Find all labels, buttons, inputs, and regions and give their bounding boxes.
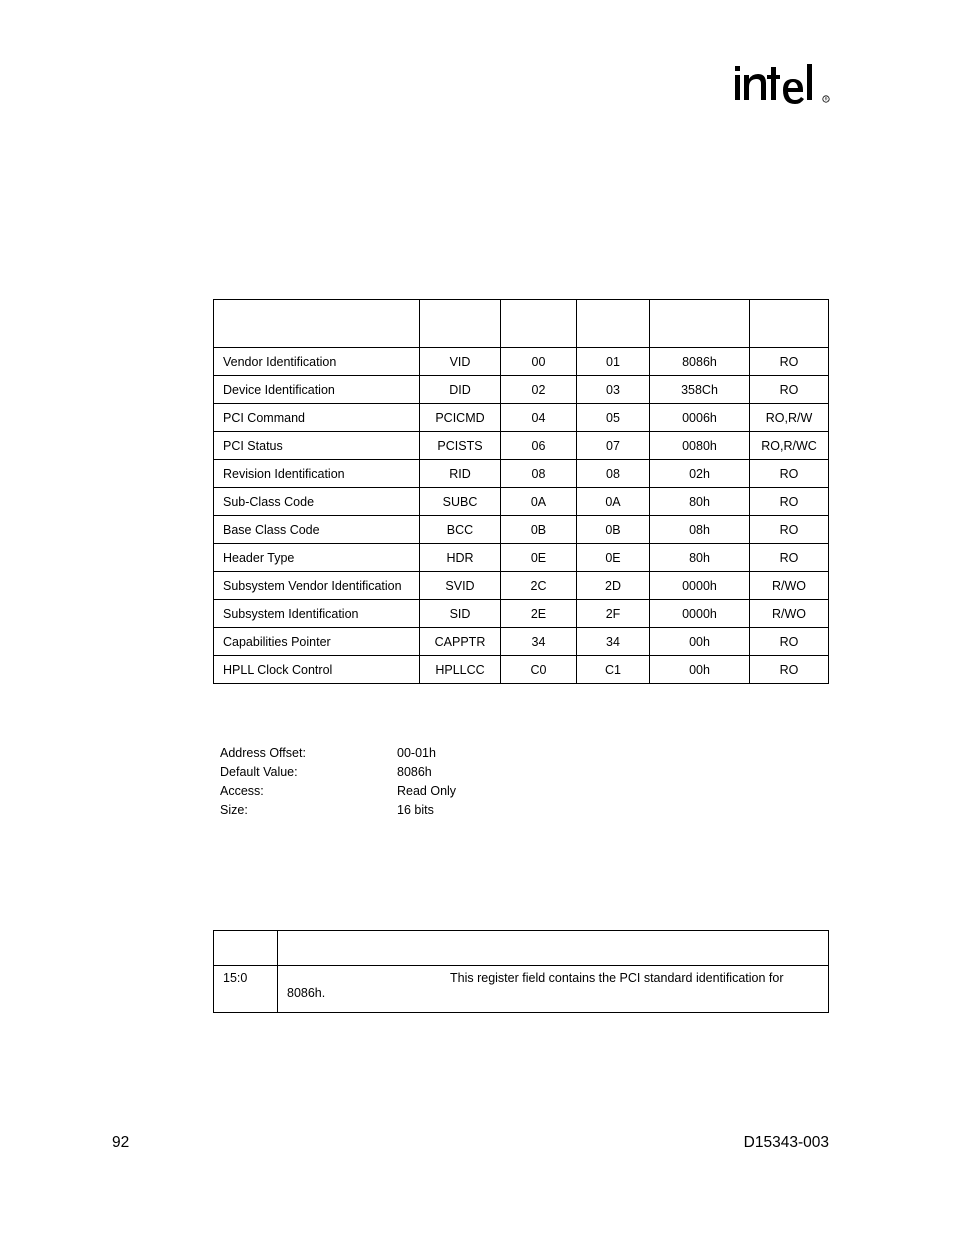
cell-access: RO	[750, 656, 829, 684]
cell-mnemonic: HDR	[420, 544, 501, 572]
cell-access: RO	[750, 516, 829, 544]
attribute-row	[220, 746, 456, 765]
cell-default: 02h	[650, 460, 750, 488]
table-row	[214, 432, 829, 460]
cell-end: 0B	[577, 516, 650, 544]
cell-access: RO,R/W	[750, 404, 829, 432]
attribute-label: Address Offset:	[220, 746, 306, 760]
cell-mnemonic: PCICMD	[420, 404, 501, 432]
intel-logo-icon	[733, 58, 833, 118]
cell-default: 0000h	[650, 600, 750, 628]
cell-access: RO	[750, 488, 829, 516]
column-header	[420, 300, 501, 348]
table-row	[214, 460, 829, 488]
cell-end: 34	[577, 628, 650, 656]
cell-start: 2E	[501, 600, 577, 628]
cell-end: 07	[577, 432, 650, 460]
column-header	[577, 300, 650, 348]
cell-default: 80h	[650, 544, 750, 572]
cell-name: PCI Status	[214, 432, 420, 460]
cell-access: RO	[750, 460, 829, 488]
cell-name: PCI Command	[214, 404, 420, 432]
cell-default: 00h	[650, 656, 750, 684]
table-row	[214, 600, 829, 628]
register-table	[213, 299, 829, 684]
cell-start: 08	[501, 460, 577, 488]
table-row	[214, 572, 829, 600]
cell-name: Device Identification	[214, 376, 420, 404]
cell-end: 0A	[577, 488, 650, 516]
table-header-row	[214, 300, 829, 348]
cell-mnemonic: SVID	[420, 572, 501, 600]
cell-end: 03	[577, 376, 650, 404]
cell-default: 0000h	[650, 572, 750, 600]
column-header	[214, 300, 420, 348]
cell-start: 0B	[501, 516, 577, 544]
cell-start: C0	[501, 656, 577, 684]
cell-mnemonic: SID	[420, 600, 501, 628]
cell-end: 05	[577, 404, 650, 432]
bit-description-table	[213, 930, 829, 1013]
cell-name: Header Type	[214, 544, 420, 572]
cell-end: 0E	[577, 544, 650, 572]
table-row	[214, 656, 829, 684]
cell-end: 08	[577, 460, 650, 488]
cell-default: 80h	[650, 488, 750, 516]
attribute-row	[220, 784, 456, 803]
attribute-label: Default Value:	[220, 765, 298, 779]
svg-text:R: R	[824, 96, 828, 102]
cell-bits: 15:0	[214, 966, 278, 1013]
table-row	[214, 966, 829, 1013]
cell-access: RO	[750, 348, 829, 376]
attribute-row	[220, 803, 456, 822]
cell-start: 06	[501, 432, 577, 460]
table-row	[214, 376, 829, 404]
cell-name: Vendor Identification	[214, 348, 420, 376]
table-row	[214, 516, 829, 544]
cell-access: RO	[750, 544, 829, 572]
cell-default: 00h	[650, 628, 750, 656]
cell-mnemonic: VID	[420, 348, 501, 376]
cell-start: 00	[501, 348, 577, 376]
cell-mnemonic: DID	[420, 376, 501, 404]
cell-start: 04	[501, 404, 577, 432]
cell-mnemonic: HPLLCC	[420, 656, 501, 684]
cell-access: R/WO	[750, 572, 829, 600]
cell-end: C1	[577, 656, 650, 684]
cell-end: 2F	[577, 600, 650, 628]
column-header	[278, 931, 829, 966]
attribute-label: Access:	[220, 784, 264, 798]
cell-default: 0006h	[650, 404, 750, 432]
cell-mnemonic: PCISTS	[420, 432, 501, 460]
description-text: This register field contains the PCI standard identification for 8086h.	[287, 971, 784, 1000]
register-attributes	[220, 746, 456, 822]
cell-name: HPLL Clock Control	[214, 656, 420, 684]
table-row	[214, 404, 829, 432]
cell-name: Revision Identification	[214, 460, 420, 488]
table-row	[214, 348, 829, 376]
cell-mnemonic: RID	[420, 460, 501, 488]
cell-access: RO	[750, 628, 829, 656]
cell-start: 2C	[501, 572, 577, 600]
column-header	[750, 300, 829, 348]
cell-end: 01	[577, 348, 650, 376]
cell-default: 8086h	[650, 348, 750, 376]
table-row	[214, 488, 829, 516]
table-row	[214, 628, 829, 656]
document-number: D15343-003	[743, 1134, 829, 1151]
cell-name: Capabilities Pointer	[214, 628, 420, 656]
attribute-value: 8086h	[397, 765, 432, 779]
attribute-row	[220, 765, 456, 784]
cell-default: 08h	[650, 516, 750, 544]
table-header-row	[214, 931, 829, 966]
attribute-value: 00-01h	[397, 746, 436, 760]
cell-start: 0A	[501, 488, 577, 516]
column-header	[501, 300, 577, 348]
cell-mnemonic: SUBC	[420, 488, 501, 516]
cell-default: 358Ch	[650, 376, 750, 404]
cell-name: Subsystem Vendor Identification	[214, 572, 420, 600]
cell-description	[278, 966, 829, 1013]
cell-start: 02	[501, 376, 577, 404]
cell-mnemonic: BCC	[420, 516, 501, 544]
cell-default: 0080h	[650, 432, 750, 460]
cell-access: R/WO	[750, 600, 829, 628]
cell-start: 0E	[501, 544, 577, 572]
cell-access: RO,R/WC	[750, 432, 829, 460]
cell-name: Subsystem Identification	[214, 600, 420, 628]
page-number: 92	[112, 1134, 130, 1151]
cell-access: RO	[750, 376, 829, 404]
attribute-value: Read Only	[397, 784, 457, 798]
cell-end: 2D	[577, 572, 650, 600]
cell-mnemonic: CAPPTR	[420, 628, 501, 656]
column-header	[214, 931, 278, 966]
column-header	[650, 300, 750, 348]
cell-name: Sub-Class Code	[214, 488, 420, 516]
table-row	[214, 544, 829, 572]
attribute-value: 16 bits	[397, 803, 434, 817]
attribute-label: Size:	[220, 803, 248, 817]
cell-name: Base Class Code	[214, 516, 420, 544]
cell-start: 34	[501, 628, 577, 656]
